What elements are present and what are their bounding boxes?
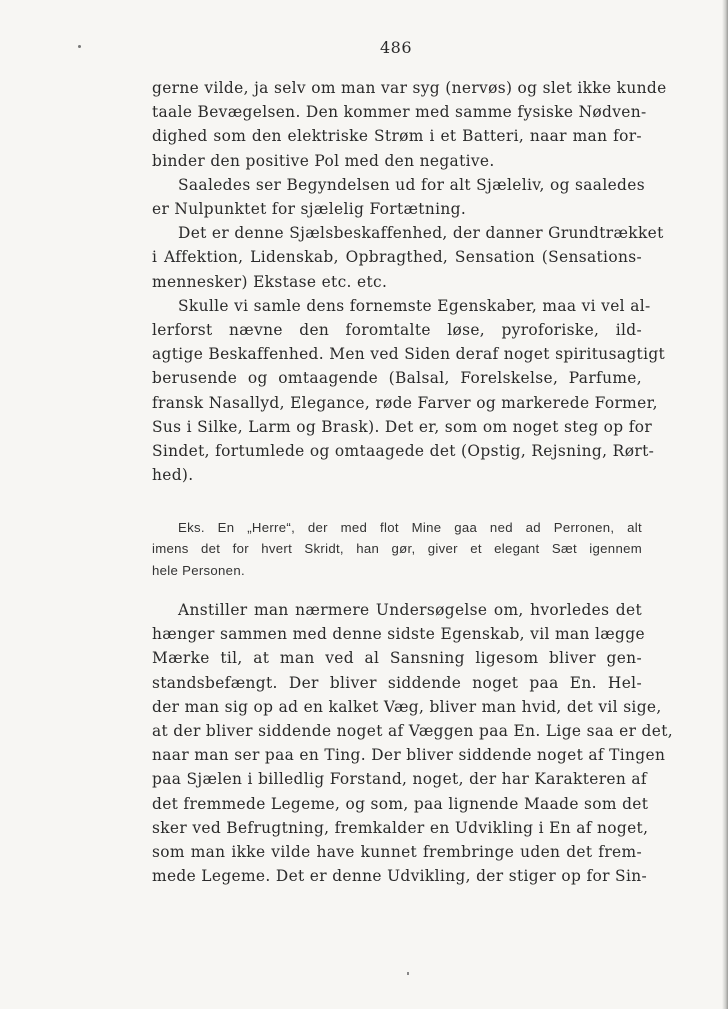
text-line: mede Legeme. Det er denne Udvikling, der stiger op for Sin-: [152, 867, 648, 886]
text-line: hed).: [152, 466, 194, 485]
text-line: Sindet, fortumlede og omtaagede det (Opstig, Rejsning, Rørt-: [152, 442, 655, 461]
page-edge-shadow: [722, 0, 728, 1009]
text-line: naar man ser paa en Ting. Der bliver siddende noget af Tingen: [152, 746, 666, 765]
text-line: det fremmede Legeme, og som, paa lignende Maade som det: [152, 794, 649, 813]
text-line: hænger sammen med denne sidste Egenskab, vil man lægge: [152, 625, 645, 644]
text-line: som man ikke vilde have kunnet frembringe uden det frem-: [152, 843, 642, 862]
example-line: Eks. En „Herre“, der med flot Mine gaa ned ad Perronen, alt: [178, 520, 642, 535]
text-line: standsbefængt. Der bliver siddende noget paa En. Hel-: [152, 673, 642, 692]
text-line: Skulle vi samle dens fornemste Egenskaber, maa vi vel al-: [178, 296, 651, 315]
text-line: sker ved Befrugtning, fremkalder en Udvikling i En af noget,: [152, 818, 649, 837]
text-line: Det er denne Sjælsbeskaffenhed, der danner Grundtrækket: [178, 224, 664, 243]
text-line: taale Bevægelsen. Den kommer med samme fysiske Nødven-: [152, 103, 647, 122]
example-note: [152, 517, 642, 581]
text-line: paa Sjælen i billedlig Forstand, noget, der har Karakteren af: [152, 770, 647, 789]
text-line: dighed som den elektriske Strøm i et Batteri, naar man for-: [152, 127, 642, 146]
text-line: er Nulpunktet for sjælelig Fortætning.: [152, 200, 467, 219]
text-line: agtige Beskaffenhed. Men ved Siden deraf noget spiritusagtigt: [152, 345, 666, 364]
text-line: berusende og omtaagende (Balsal, Forelskelse, Parfume,: [152, 369, 642, 388]
text-line: Mærke til, at man ved al Sansning ligesom bliver gen-: [152, 649, 642, 668]
text-line: Anstiller man nærmere Undersøgelse om, hvorledes det: [178, 601, 642, 619]
body-text-part-1: [152, 76, 667, 487]
text-line: fransk Nasallyd, Elegance, røde Farver og markerede Former,: [152, 393, 658, 412]
page-number: 486: [379, 38, 413, 57]
text-line: Sus i Silke, Larm og Brask). Det er, som om noget steg op for: [152, 417, 653, 436]
text-line: at der bliver siddende noget af Væggen paa En. Lige saa er det,: [152, 722, 673, 741]
text-line: mennesker) Ekstase etc. etc.: [152, 272, 388, 291]
text-line: lerforst nævne den foromtalte løse, pyroforiske, ild-: [152, 321, 642, 340]
speck-mark: [407, 972, 409, 975]
text-line: der man sig op ad en kalket Væg, bliver man hvid, det vil sige,: [152, 697, 662, 716]
text-line: binder den positive Pol med den negative.: [152, 151, 495, 170]
text-line: gerne vilde, ja selv om man var syg (nervøs) og slet ikke kunde: [152, 79, 667, 97]
text-line: i Affektion, Lidenskab, Opbragthed, Sensation (Sensations-: [152, 248, 642, 267]
body-text-part-2: [152, 598, 673, 888]
example-line: hele Personen.: [152, 562, 245, 578]
text-line: Saaledes ser Begyndelsen ud for alt Sjæleliv, og saaledes: [178, 175, 645, 194]
example-line: imens det for hvert Skridt, han gør, giver et elegant Sæt igennem: [152, 541, 642, 557]
